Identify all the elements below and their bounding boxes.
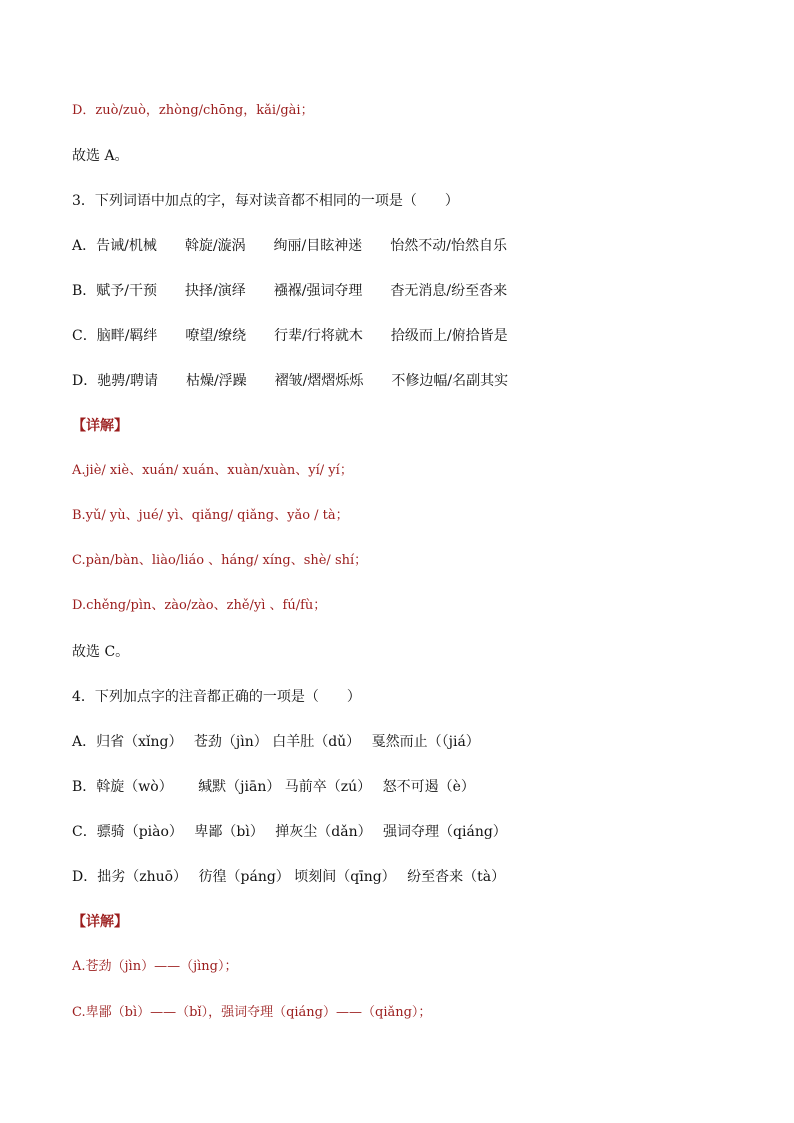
q3-option-b: B．赋予/干预 抉择/演绎 襁褓/强词夺理 杳无消息/纷至沓来 bbox=[72, 283, 508, 299]
question-4: 4．下列加点字的注音都正确的一项是（ ） bbox=[72, 689, 361, 705]
q3-detail-c: C.pàn/bàn、liào/liáo 、háng/ xíng、shè/ shí； bbox=[72, 553, 368, 568]
q3-option-a: A．告诫/机械 斡旋/漩涡 绚丽/目眩神迷 怡然不动/怡然自乐 bbox=[72, 238, 507, 254]
answer-choice-a: 故选 A。 bbox=[72, 148, 129, 164]
q3-detail-b: B.yǔ/ yù、jué/ yì、qiǎng/ qiǎng、yǎo / tà； bbox=[72, 508, 349, 523]
answer-option-d-pinyin: D．zuò/zuò，zhòng/chōng，kǎi/gài； bbox=[72, 103, 314, 118]
q3-option-c: C．脑畔/羁绊 嘹望/缭绕 行辈/行将就木 拾级而上/俯拾皆是 bbox=[72, 328, 508, 344]
q4-option-d: D．拙劣（zhuō） 彷徨（páng） 顷刻间（qīng） 纷至沓来（tà） bbox=[72, 869, 506, 885]
q3-detail-d: D.chěng/pìn、zào/zào、zhě/yì 、fú/fù； bbox=[72, 598, 327, 613]
q4-detail-a: A.苍劲（jìn）——（jìng）； bbox=[72, 959, 238, 974]
q4-detail-c: C.卑鄙（bì）——（bǐ），强词夺理（qiáng）——（qiǎng）； bbox=[72, 1005, 432, 1020]
q4-option-c: C．骠骑（piào） 卑鄙（bì） 掸灰尘（dǎn） 强词夺理（qiáng） bbox=[72, 824, 507, 840]
q3-detail-heading: 【详解】 bbox=[72, 418, 128, 434]
q3-detail-a: A.jiè/ xiè、xuán/ xuán、xuàn/xuàn、yí/ yí； bbox=[72, 463, 353, 478]
q4-option-b: B．斡旋（wò） 缄默（jiān） 马前卒（zú） 怒不可遏（è） bbox=[72, 779, 475, 795]
q4-option-a: A．归省（xǐng） 苍劲（jìn） 白羊肚（dǔ） 戛然而止（（jiá） bbox=[72, 734, 480, 750]
answer-choice-c: 故选 C。 bbox=[72, 644, 130, 660]
q4-detail-heading: 【详解】 bbox=[72, 914, 128, 930]
question-3: 3．下列词语中加点的字，每对读音都不相同的一项是（ ） bbox=[72, 193, 459, 209]
q3-option-d: D．驰骋/聘请 枯燥/浮躁 褶皱/熠熠烁烁 不修边幅/名副其实 bbox=[72, 373, 509, 389]
